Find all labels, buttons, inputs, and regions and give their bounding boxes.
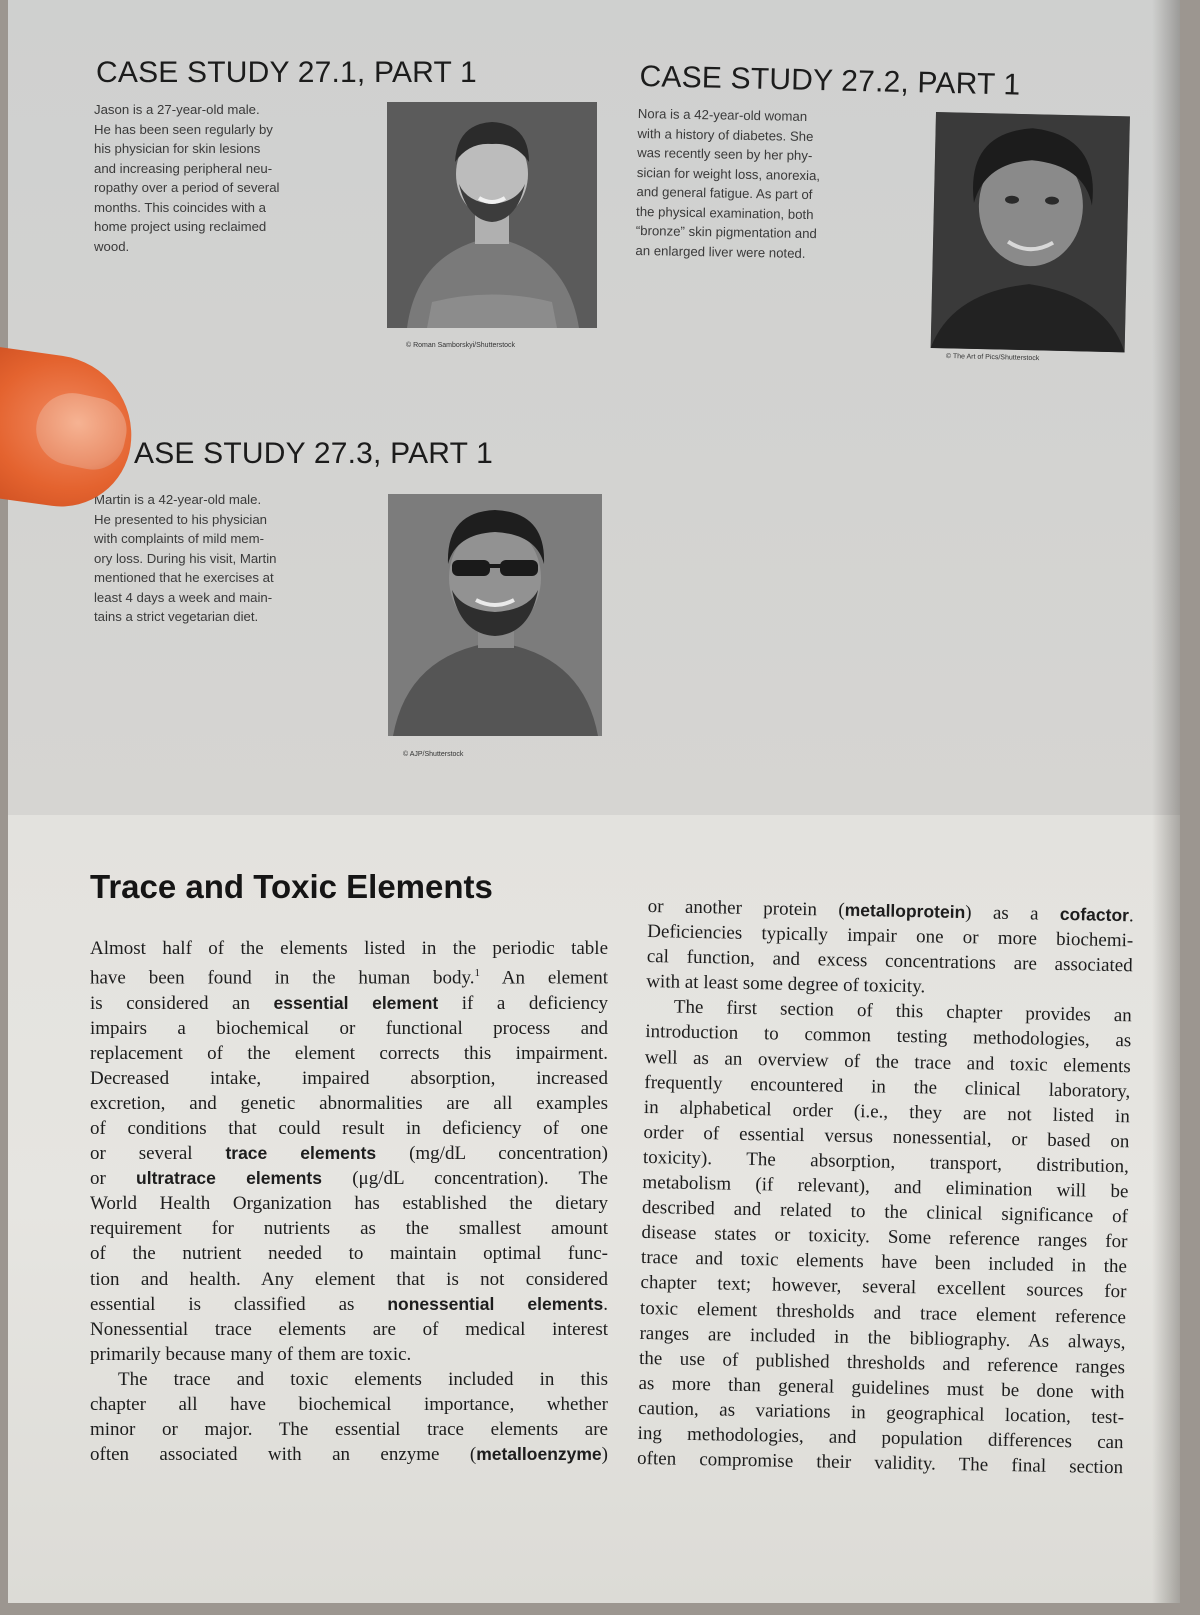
key-term: cofactor (1059, 903, 1130, 926)
text-line: of conditions that could result in deficiency of one (90, 1117, 608, 1139)
text-fragment: ) as a (965, 902, 1061, 925)
text-line: He has been seen regularly by (94, 121, 273, 137)
page-edge-shadow (1152, 0, 1180, 1603)
text-fragment: or several (90, 1143, 226, 1165)
case-study-2-text (635, 104, 821, 263)
text-line: frequently encountered in the clinical laboratory, (644, 1071, 1131, 1102)
text-line: chapter all have biochemical importance, whether (90, 1394, 608, 1416)
text-line (90, 1166, 608, 1191)
photo-credit-3: © AJP/Shutterstock (403, 751, 464, 758)
section-heading: Trace and Toxic Elements (90, 868, 493, 905)
text-line: order of essential versus nonessential, or based on (643, 1121, 1130, 1153)
text-line: ing methodologies, and population differences can (637, 1422, 1124, 1454)
text-line: He presented to his physician (94, 511, 268, 527)
text-line: minor or major. The essential trace elements are (90, 1419, 608, 1441)
text-line: in alphabetical order (i.e., they are not listed in (643, 1096, 1131, 1128)
text-fragment: is considered an (90, 992, 274, 1014)
text-line: World Health Organization has established the dietary (90, 1193, 608, 1215)
case-study-3-text (94, 490, 276, 627)
text-line: was recently seen by her phy- (637, 144, 813, 164)
text-line: cal function, and excess concentrations are associated (646, 946, 1133, 977)
text-line: ropathy over a period of several (94, 180, 280, 195)
text-line: primarily because many of them are toxic. (90, 1343, 412, 1365)
text-line: tion and health. Any element that is not considered (90, 1268, 608, 1290)
text-line: mentioned that he exercises at (94, 570, 274, 585)
text-line: sician for weight loss, anorexia, (636, 164, 821, 183)
text-line: introduction to common testing methodologies, as (645, 1021, 1132, 1052)
text-line: metabolism (if relevant), and elimination will be (642, 1171, 1129, 1203)
text-line: toxic element thresholds and trace element reference (639, 1297, 1127, 1328)
left-column-text (90, 936, 608, 1467)
right-column-text (637, 894, 1134, 1480)
text-line: Martin is a 42-year-old male. (94, 492, 262, 507)
text-line: caution, as variations in geographical location, test- (637, 1397, 1125, 1429)
text-line: ranges are included in the bibliography. As always, (639, 1322, 1126, 1353)
text-line (90, 1141, 608, 1166)
text-line: of the nutrient needed to maintain optimal func- (90, 1243, 608, 1265)
text-line: with at least some degree of toxicity. (646, 971, 926, 998)
text-line (90, 991, 608, 1016)
book-page (8, 0, 1180, 1603)
text-fragment: have been found in the human body. (90, 967, 475, 989)
text-line: tains a strict vegetarian diet. (94, 609, 259, 624)
case-study-2-title: CASE STUDY 27.2, PART 1 (639, 60, 1021, 102)
text-fragment: An element (479, 967, 609, 989)
text-line: requirement for nutrients as the smallest amount (90, 1218, 608, 1240)
text-line: Deficiencies typically impair one or more biochemi- (647, 921, 1134, 952)
key-term: nonessential elements (387, 1293, 604, 1314)
text-line: impairs a biochemical or functional process and (90, 1017, 608, 1039)
text-line: months. This coincides with a (94, 199, 267, 215)
text-line: an enlarged liver were noted. (635, 242, 806, 261)
text-fragment: (mg/dL concentration) (376, 1143, 608, 1165)
text-line: ory loss. During his visit, Martin (94, 550, 277, 566)
text-line: disease states or toxicity. Some reference ranges for (641, 1222, 1128, 1253)
key-term: metalloenzyme (476, 1444, 602, 1465)
text-line: often compromise their validity. The final section (636, 1447, 1124, 1479)
key-term: trace elements (225, 1143, 377, 1164)
text-line: the use of published thresholds and reference ranges (638, 1347, 1126, 1378)
text-line: Decreased intake, impaired absorption, increased (90, 1067, 608, 1089)
case-study-1-title: CASE STUDY 27.1, PART 1 (96, 56, 477, 89)
footnote-marker: 1 (474, 967, 480, 980)
text-line: The first section of this chapter provides an (673, 996, 1132, 1027)
text-line: wood. (94, 238, 130, 254)
text-line: toxicity). The absorption, transport, distribution, (642, 1146, 1130, 1178)
text-line: as more than general guidelines must be done with (638, 1372, 1125, 1404)
text-line: Jason is a 27-year-old male. (94, 102, 260, 117)
text-fragment: often associated with an enzyme ( (90, 1444, 477, 1466)
text-line: replacement of the element corrects this impairment. (90, 1042, 608, 1064)
text-line: home project using reclaimed (94, 219, 267, 234)
key-term: ultratrace elements (136, 1168, 322, 1189)
text-fragment: . (1128, 905, 1134, 927)
text-line (90, 961, 608, 990)
text-line (90, 1442, 608, 1467)
text-line: well as an overview of the trace and toxic elements (644, 1046, 1131, 1077)
text-line: chapter text; however, several excellent sources for (640, 1272, 1127, 1303)
photo-jason (387, 102, 597, 328)
text-line: excretion, and genetic abnormalities are all examples (90, 1092, 608, 1114)
case-study-1-text (94, 100, 279, 256)
key-term: metalloprotein (844, 899, 966, 923)
text-fragment: if a deficiency (438, 992, 609, 1014)
text-line (90, 1292, 608, 1317)
text-line: Nora is a 42-year-old woman (637, 105, 808, 124)
text-line: “bronze” skin pigmentation and (635, 222, 817, 242)
text-line: with a history of diabetes. She (637, 125, 814, 144)
photo-credit-2: © The Art of Pics/Shutterstock (945, 353, 1040, 363)
photo-credit-1: © Roman Samborskyi/Shutterstock (406, 342, 516, 349)
key-term: essential element (273, 992, 439, 1013)
text-fragment: essential is classified as (90, 1293, 388, 1315)
text-fragment: or another protein ( (647, 895, 845, 921)
text-line: the physical examination, both (636, 203, 814, 222)
text-line: and increasing peripheral neu- (94, 160, 273, 176)
text-fragment: ) (601, 1444, 608, 1466)
text-line: his physician for skin lesions (94, 141, 261, 156)
photo-martin (388, 494, 602, 736)
text-line: least 4 days a week and main- (94, 589, 273, 605)
text-line: Nonessential trace elements are of medical interest (90, 1318, 608, 1340)
text-line: and general fatigue. As part of (636, 183, 813, 203)
text-line: Almost half of the elements listed in the periodic table (90, 938, 608, 959)
case-study-3-title: ASE STUDY 27.3, PART 1 (134, 437, 494, 470)
photo-nora (931, 112, 1130, 352)
text-line: The trace and toxic elements included in this (118, 1368, 608, 1390)
text-line: with complaints of mild mem- (94, 531, 265, 546)
text-line: described and related to the clinical significance of (641, 1197, 1129, 1228)
text-line: trace and toxic elements have been included in the (640, 1247, 1128, 1278)
text-fragment: . (603, 1293, 608, 1315)
text-fragment: or (90, 1168, 137, 1190)
text-fragment: (μg/dL concentration). The (322, 1168, 608, 1190)
